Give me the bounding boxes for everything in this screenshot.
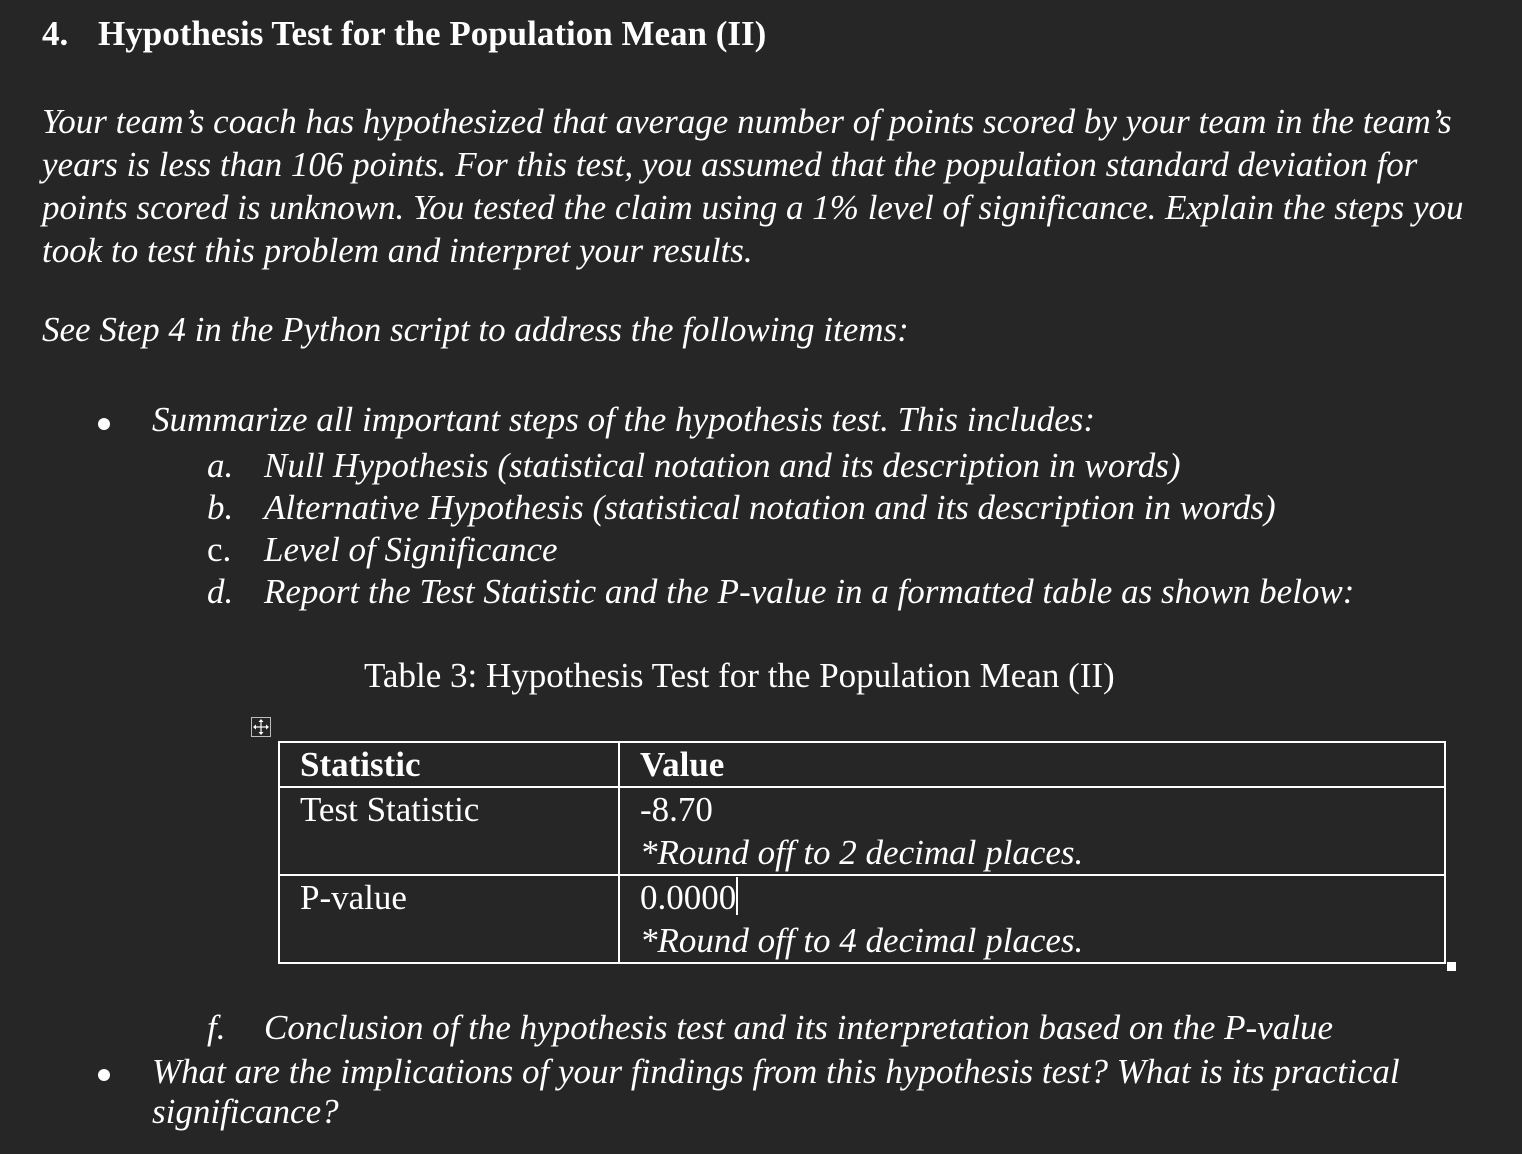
list-text: Level of Significance <box>264 530 558 569</box>
cell-label[interactable]: P-value <box>279 875 619 963</box>
list-text: Alternative Hypothesis (statistical notation and its description in words) <box>264 488 1276 527</box>
cell-value[interactable] <box>619 787 1445 875</box>
list-item <box>207 1008 1333 1048</box>
list-text: Conclusion of the hypothesis test and its interpretation based on the P-value <box>264 1008 1333 1047</box>
table-move-handle-icon[interactable] <box>251 717 271 737</box>
instruction-paragraph: See Step 4 in the Python script to address the following items: <box>42 310 909 349</box>
table-row <box>279 787 1445 875</box>
table-header-row <box>279 742 1445 787</box>
section-number: 4. <box>42 14 69 53</box>
list-item <box>207 572 1354 612</box>
list-text: Null Hypothesis (statistical notation and its description in words) <box>264 446 1181 485</box>
bullet-item: What are the implications of your findings from this hypothesis test? What is its practical significance? <box>152 1052 1400 1131</box>
list-text: Report the Test Statistic and the P-value in a formatted table as shown below: <box>264 572 1355 611</box>
value-text: -8.70 <box>640 790 713 829</box>
header-value: Value <box>619 742 1445 787</box>
bullet-item: Summarize all important steps of the hypothesis test. This includes: <box>152 400 1096 439</box>
list-item <box>207 530 558 570</box>
list-letter: d. <box>207 572 234 611</box>
table-caption: Table 3: Hypothesis Test for the Population Mean (II) <box>364 656 1115 695</box>
list-letter: f. <box>207 1008 226 1047</box>
list-item <box>207 488 1276 528</box>
section-title: Hypothesis Test for the Population Mean (II) <box>98 14 767 53</box>
rounding-note: *Round off to 4 decimal places. <box>640 921 1084 960</box>
table-row <box>279 875 1445 963</box>
list-letter: c. <box>207 530 232 569</box>
bullet-dot <box>98 1069 110 1081</box>
list-letter: b. <box>207 488 234 527</box>
cell-label[interactable]: Test Statistic <box>279 787 619 875</box>
text-cursor <box>736 877 738 915</box>
list-item <box>207 446 1181 486</box>
cell-value[interactable] <box>619 875 1445 963</box>
header-statistic: Statistic <box>279 742 619 787</box>
value-text: 0.0000 <box>640 878 737 917</box>
section-heading <box>42 14 766 54</box>
intro-paragraph: Your team’s coach has hypothesized that average number of points scored by your team in the team’s years is less than 106 points. For this test, you assumed that the population standard deviation for points scored is unknown. You tested the claim using a 1% level of significance. Explain the steps you took to test this problem and interpret your results. <box>42 102 1464 270</box>
list-letter: a. <box>207 446 234 485</box>
table-resize-handle-icon[interactable] <box>1447 962 1456 971</box>
rounding-note: *Round off to 2 decimal places. <box>640 833 1084 872</box>
bullet-dot <box>98 418 110 430</box>
results-table <box>278 741 1446 964</box>
